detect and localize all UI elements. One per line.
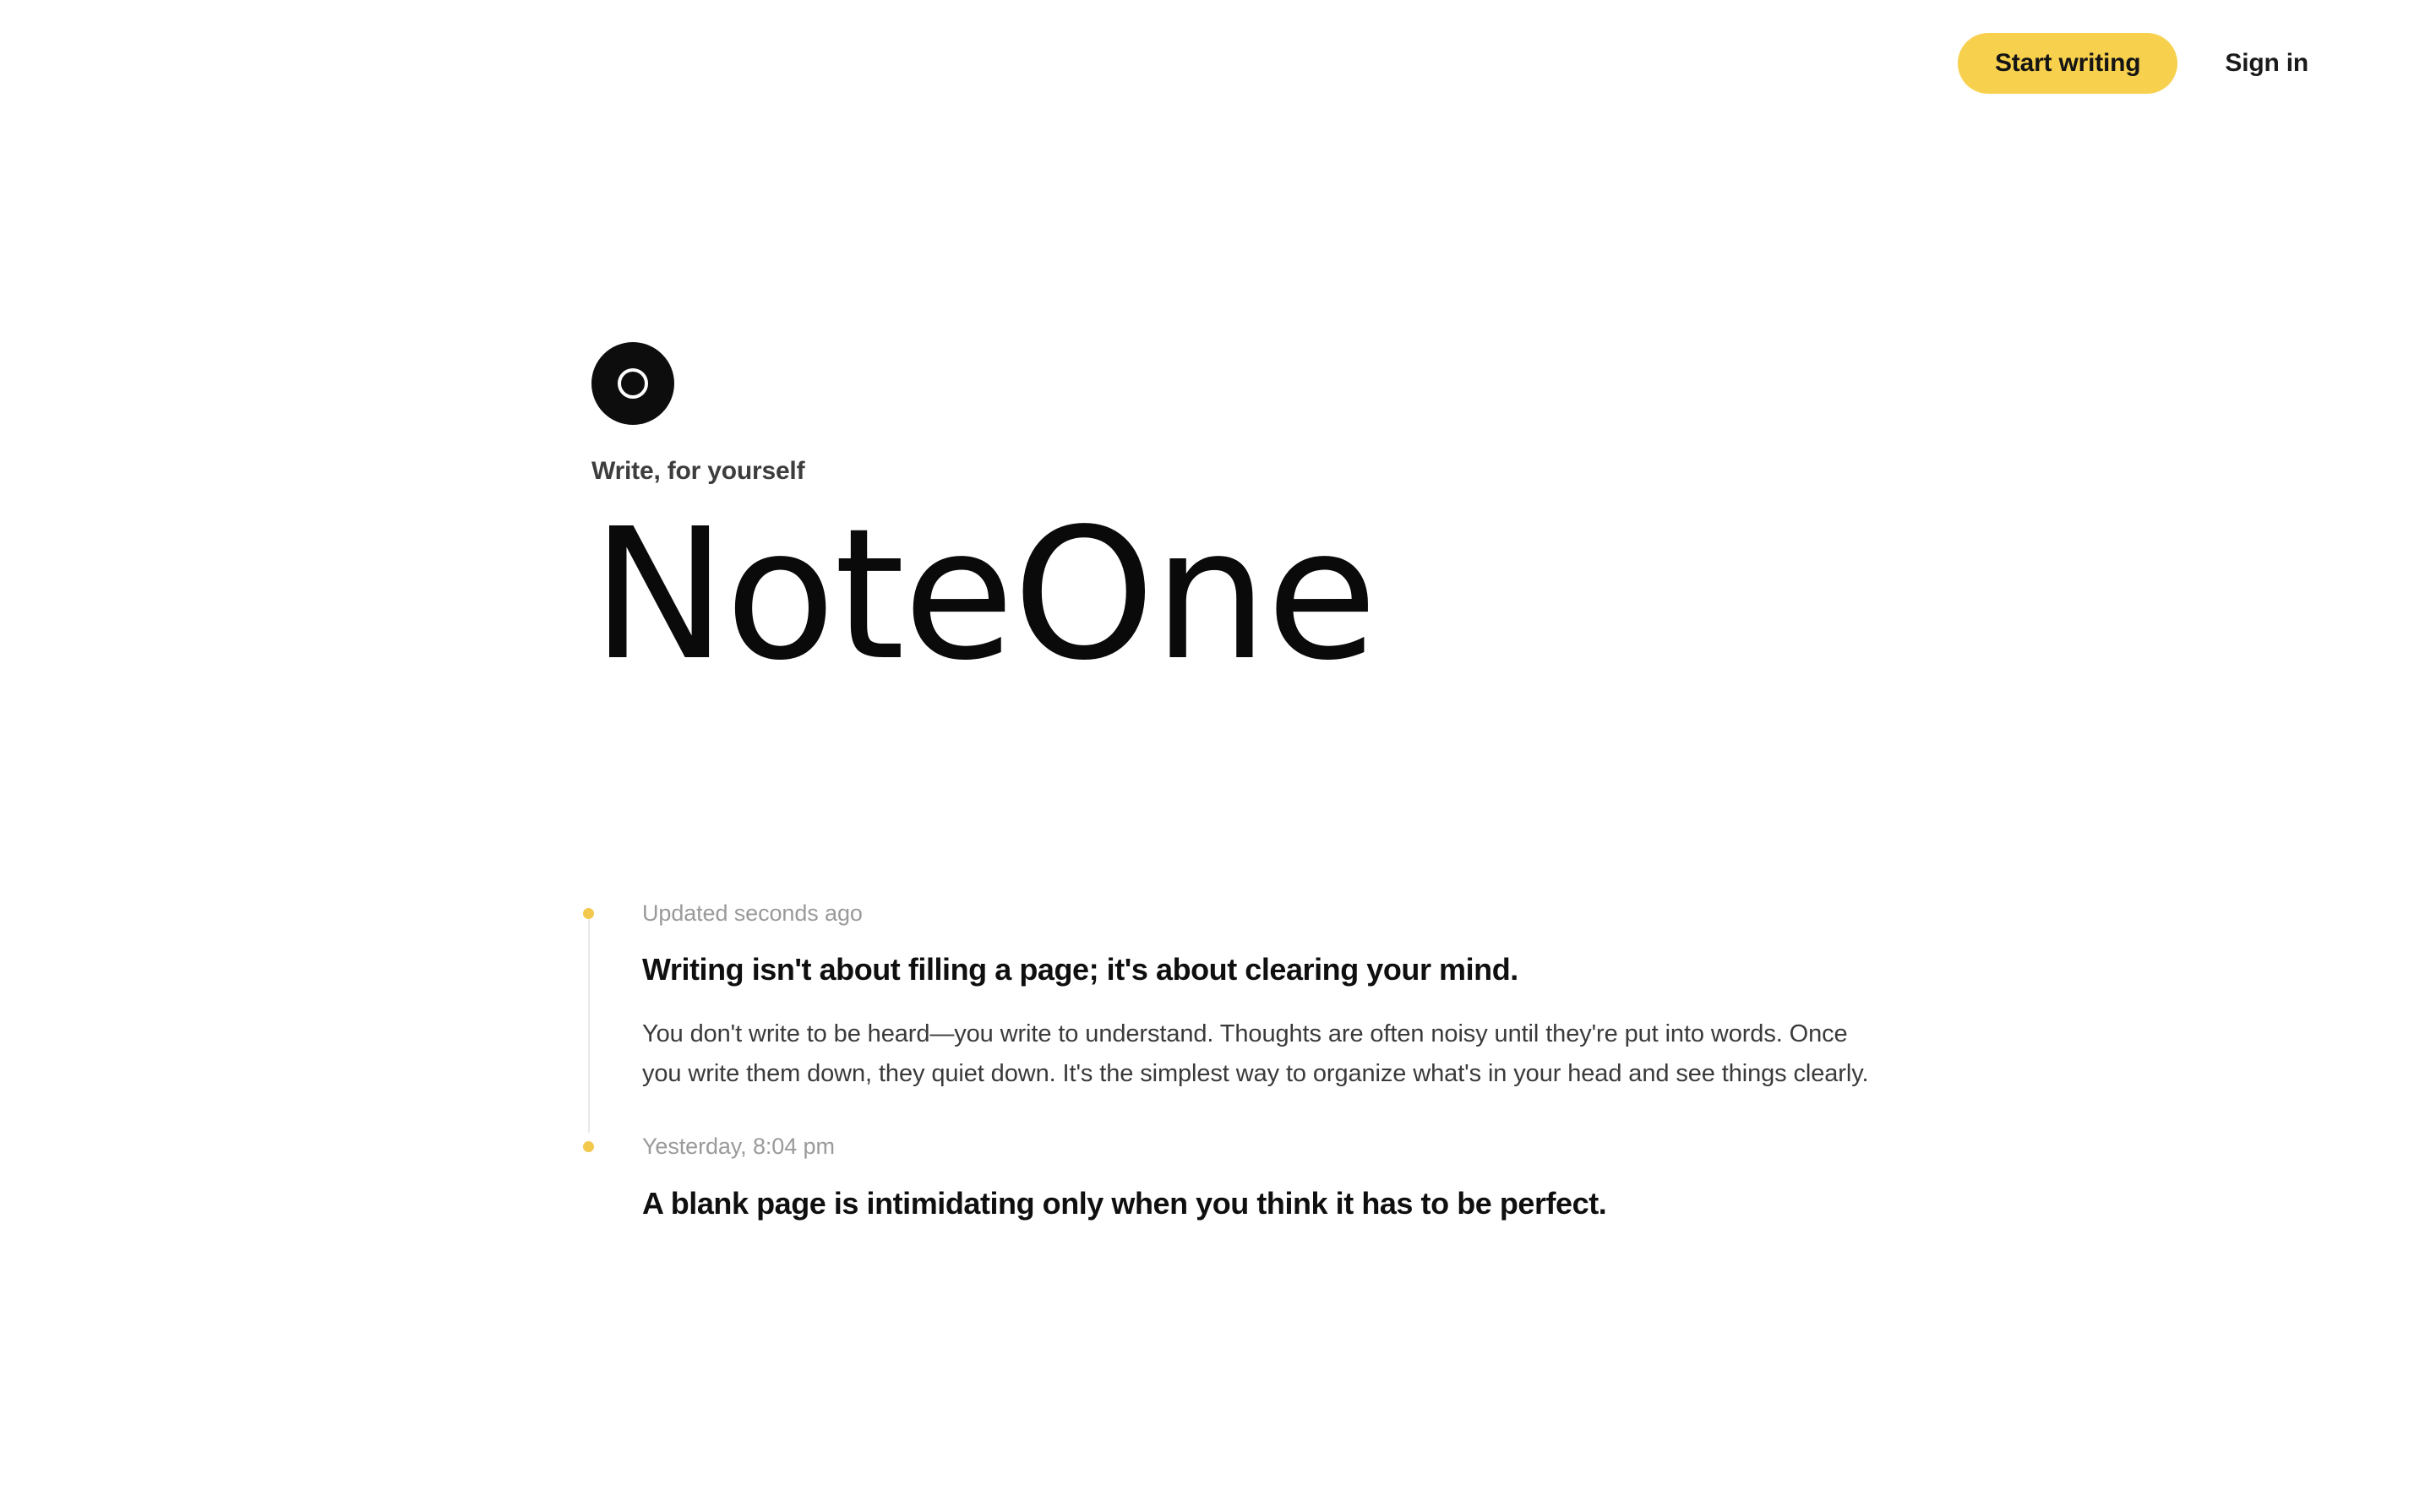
page-title: NoteOne: [591, 490, 1376, 700]
entry-timestamp: Yesterday, 8:04 pm: [642, 1134, 835, 1160]
start-writing-button[interactable]: Start writing: [1958, 33, 2177, 94]
timeline-rail: [588, 916, 590, 1133]
hero-section: [591, 342, 1859, 700]
timeline-dot-icon: [583, 908, 594, 919]
notes-timeline: [583, 900, 1901, 1223]
entry-headline[interactable]: Writing isn't about filling a page; it's about clearing your mind.: [642, 952, 1518, 987]
circle-ring-icon: [591, 342, 674, 425]
entry-headline[interactable]: A blank page is intimidating only when you think it has to be perfect.: [642, 1185, 1607, 1221]
list-item[interactable]: [583, 1133, 1901, 1222]
timeline-dot-icon: [583, 1141, 594, 1152]
top-navigation-bar: [0, 0, 2425, 127]
list-item[interactable]: [583, 900, 1901, 1133]
hero-tagline: Write, for yourself: [591, 457, 805, 485]
logo-inner-ring: [618, 368, 648, 399]
entry-body: You don't write to be heard—you write to understand. Thoughts are often noisy until they're put into words. Once you write them down, they quiet down. It's the simplest way to organize what's in your head and see things clearly.: [642, 1020, 1869, 1088]
sign-in-button[interactable]: Sign in: [2210, 39, 2324, 88]
entry-timestamp: Updated seconds ago: [642, 900, 863, 926]
